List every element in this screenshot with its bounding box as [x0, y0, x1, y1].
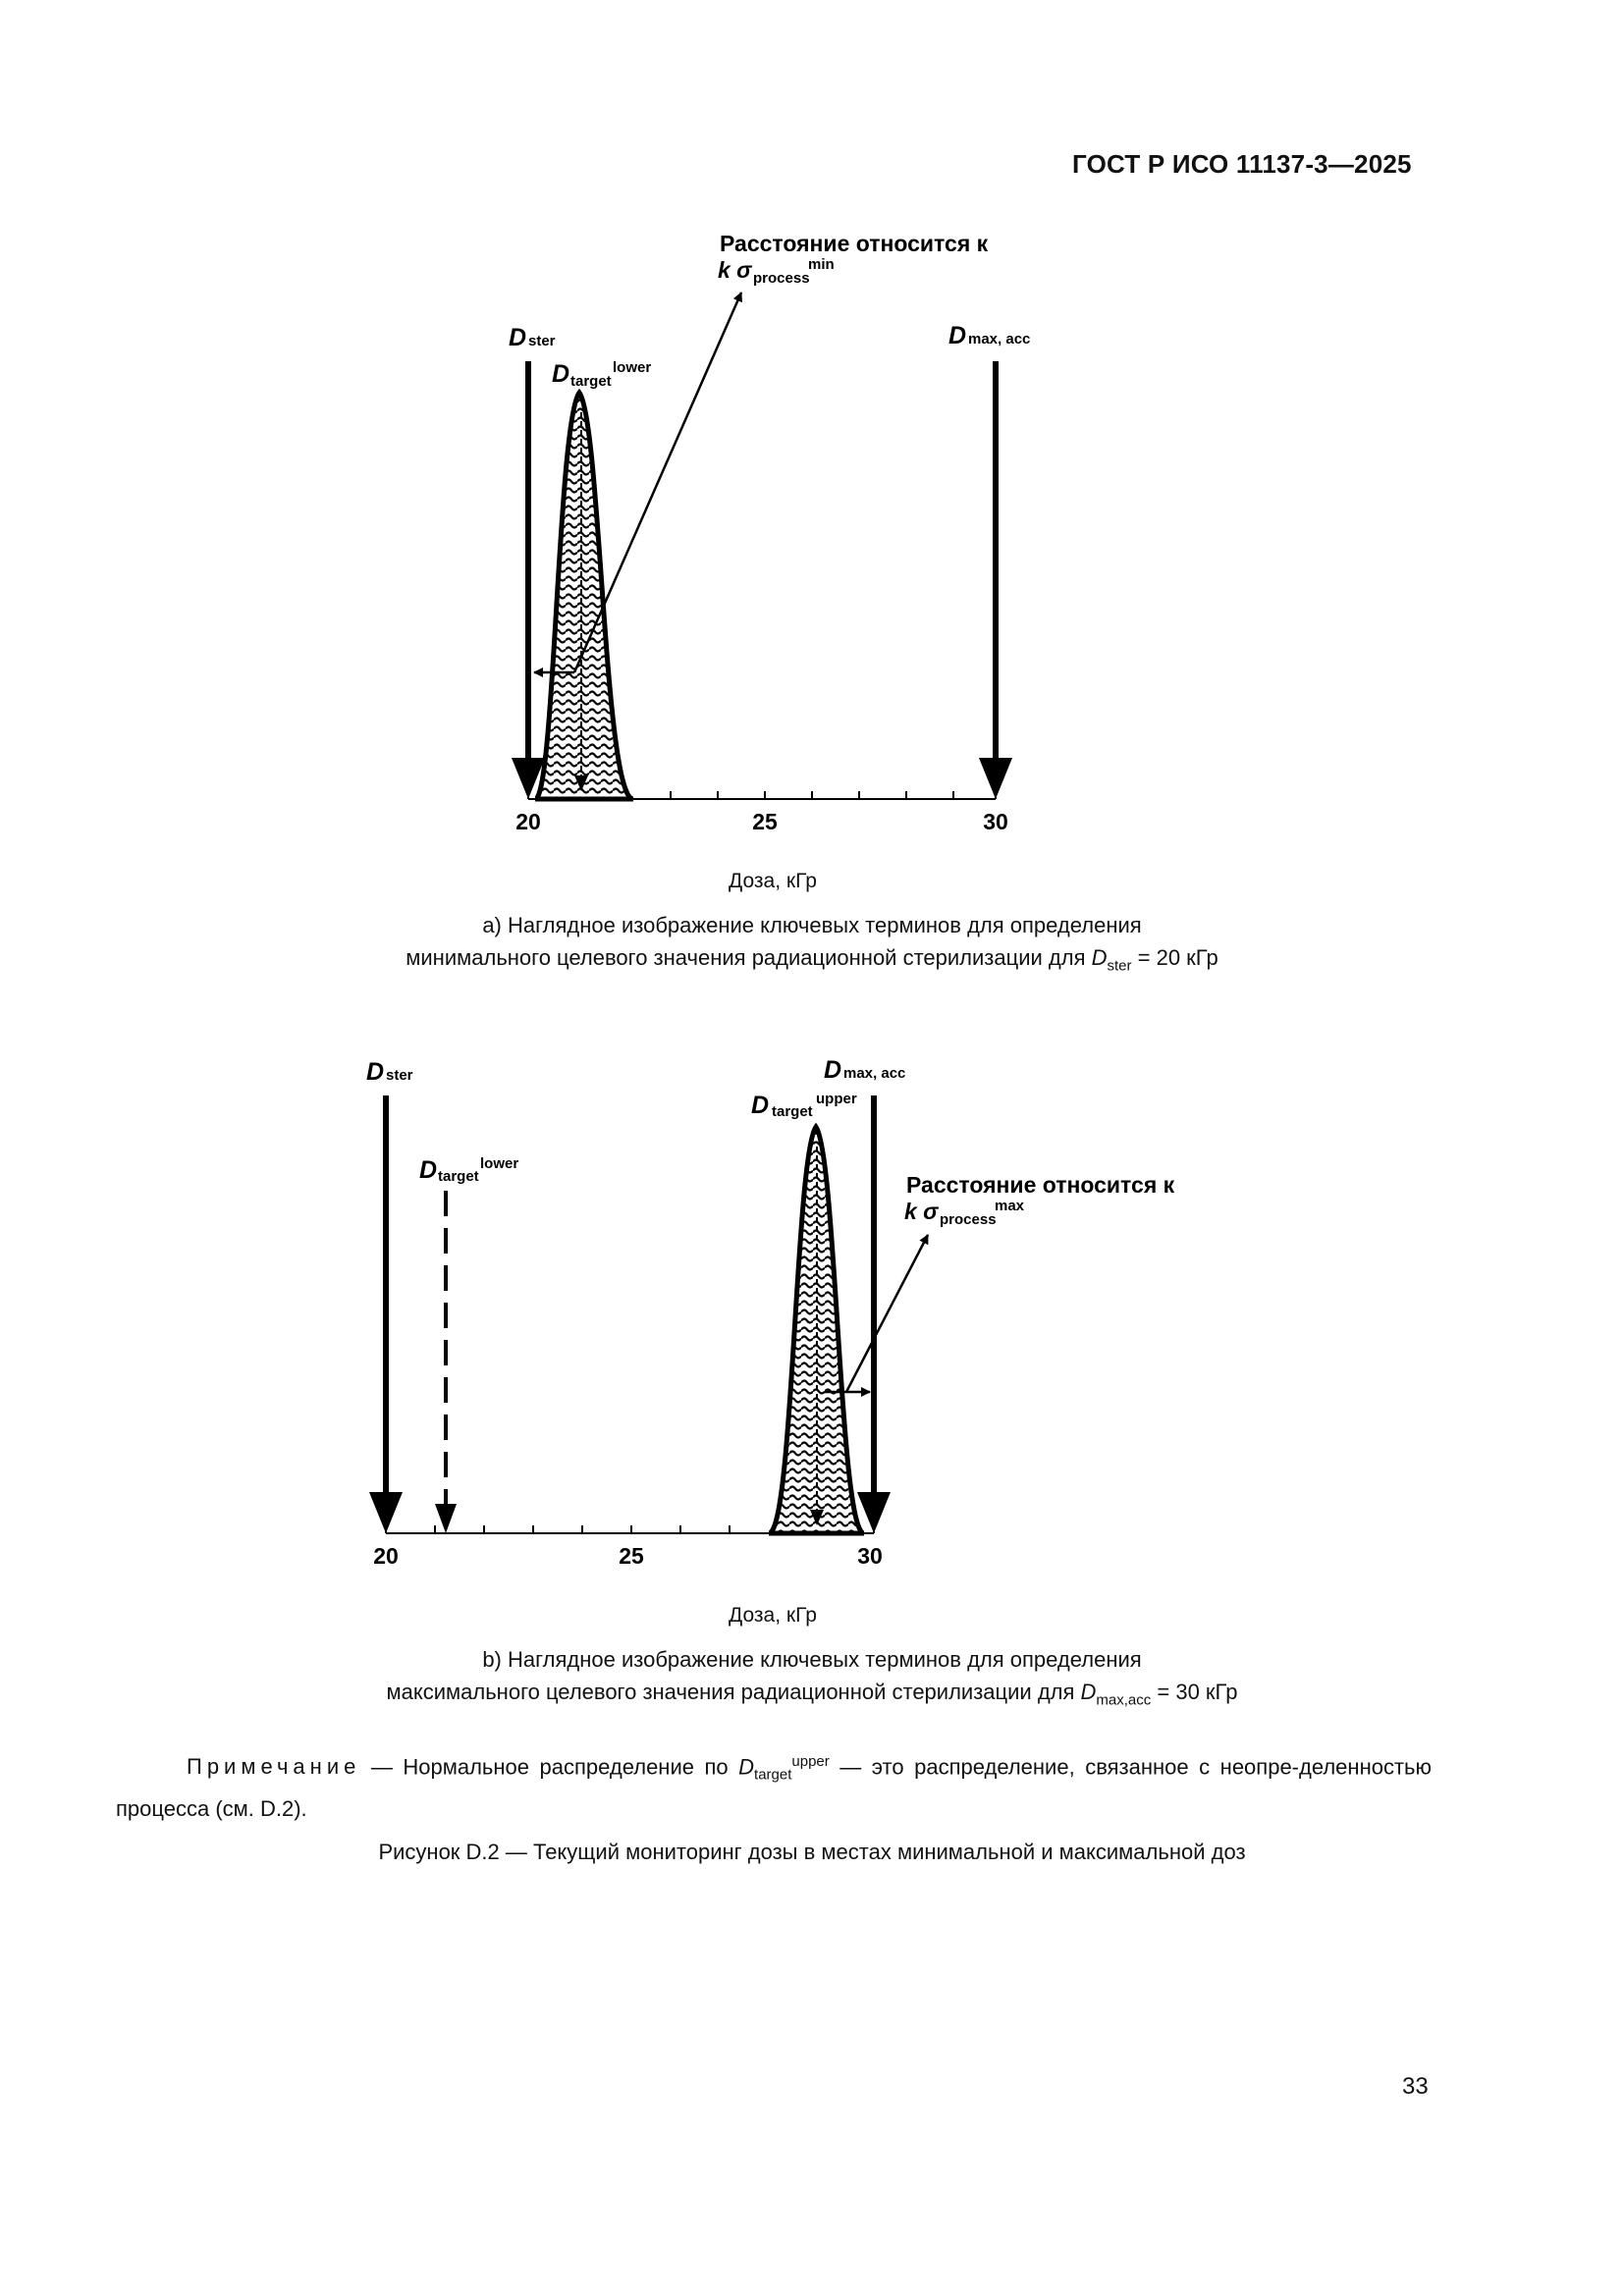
figure-a-caption-line1: а) Наглядное изображение ключевых терминов для определения — [482, 913, 1142, 937]
figure-b-tick-label: 25 — [619, 1543, 644, 1569]
figure-b-target-upper-sup: upper — [816, 1091, 857, 1107]
figure-b-annotation-line1: Расстояние относится к — [906, 1172, 1175, 1198]
figure-b-annotation-leader — [846, 1235, 928, 1392]
figure-a-tick-label: 20 — [515, 809, 541, 834]
figure-b-target-lower-sub: target — [438, 1168, 479, 1185]
figure-b-annotation-sub: process — [940, 1211, 997, 1228]
note-sub: target — [754, 1766, 792, 1784]
figure-b-tick-label: 20 — [373, 1543, 399, 1569]
figure-a-x-axis-label: Доза, кГр — [729, 870, 817, 892]
figure-b-annotation-k: k σ — [904, 1199, 939, 1224]
figure-a-annotation-sub: process — [753, 270, 810, 287]
figure-a-target-sup: lower — [613, 359, 652, 376]
figure-b-caption — [0, 1643, 1624, 1716]
figure-a-annotation-sup: min — [808, 256, 835, 273]
figure-a-caption — [0, 909, 1624, 982]
note-text-post: — это распределение, связанное с неопре-деленностью процесса (см. D.2). — [116, 1754, 1432, 1821]
figure-a-target-sub: target — [570, 373, 612, 390]
page-number: 33 — [1402, 2073, 1429, 2100]
figure-b-x-axis-label: Доза, кГр — [729, 1604, 817, 1627]
figure-a-annotation-leader — [574, 293, 741, 672]
figure-a-caption-line2: минимального целевого значения радиационной стерилизации для $D_{ster} = 20$ кГр — [406, 945, 1218, 975]
note — [116, 1745, 1432, 1826]
figure-a-tick-label: 25 — [752, 809, 778, 834]
figure-b-annotation-sup: max — [995, 1198, 1025, 1214]
figure-a-distribution-peak — [535, 393, 633, 799]
figure-b-caption-line2: максимального целевого значения радиационной стерилизации для $D_{max,acc} = 30$ кГр — [386, 1680, 1238, 1709]
note-prefix: Примечание — [187, 1754, 361, 1780]
figure-b-target-upper-sub: target — [772, 1103, 813, 1120]
note-d: D — [738, 1754, 755, 1780]
figure-b-target-upper-label: D — [751, 1092, 770, 1119]
figure-b-distribution-peak — [769, 1127, 864, 1533]
note-text-pre: — Нормальное распределение по — [360, 1754, 739, 1780]
figure-b-dmax-label: D — [824, 1056, 842, 1084]
figure-a-annotation-line1: Расстояние относится к — [720, 231, 989, 256]
figure-a-dster-sub: ster — [528, 333, 556, 349]
figure-b-caption-line1: b) Наглядное изображение ключевых терминов для определения — [482, 1647, 1142, 1672]
figure-b-target-lower-sup: lower — [480, 1155, 519, 1172]
figure-b-target-lower-label: D — [419, 1156, 438, 1184]
figure-b-dster-label: D — [366, 1058, 385, 1086]
figure-a-target-label: D — [552, 360, 570, 388]
figure-a-dster-label: D — [509, 324, 527, 351]
document-id: ГОСТ Р ИСО 11137-3—2025 — [1072, 149, 1412, 179]
figure-b-dster-sub: ster — [386, 1067, 413, 1084]
note-sup: upper — [791, 1753, 830, 1770]
figure-b-tick-label: 30 — [857, 1543, 883, 1569]
figure-b — [366, 1056, 1175, 1569]
figure-a-annotation-k: k σ — [718, 257, 752, 283]
figure-a-tick-label: 30 — [983, 809, 1008, 834]
figure-a — [509, 231, 1030, 834]
figure-b-dmax-sub: max, acc — [843, 1065, 906, 1082]
figure-a-dmax-label: D — [948, 322, 967, 349]
figure-title: Рисунок D.2 — Текущий мониторинг дозы в местах минимальной и максимальной доз — [378, 1840, 1246, 1864]
figure-a-dmax-sub: max, acc — [968, 331, 1031, 347]
